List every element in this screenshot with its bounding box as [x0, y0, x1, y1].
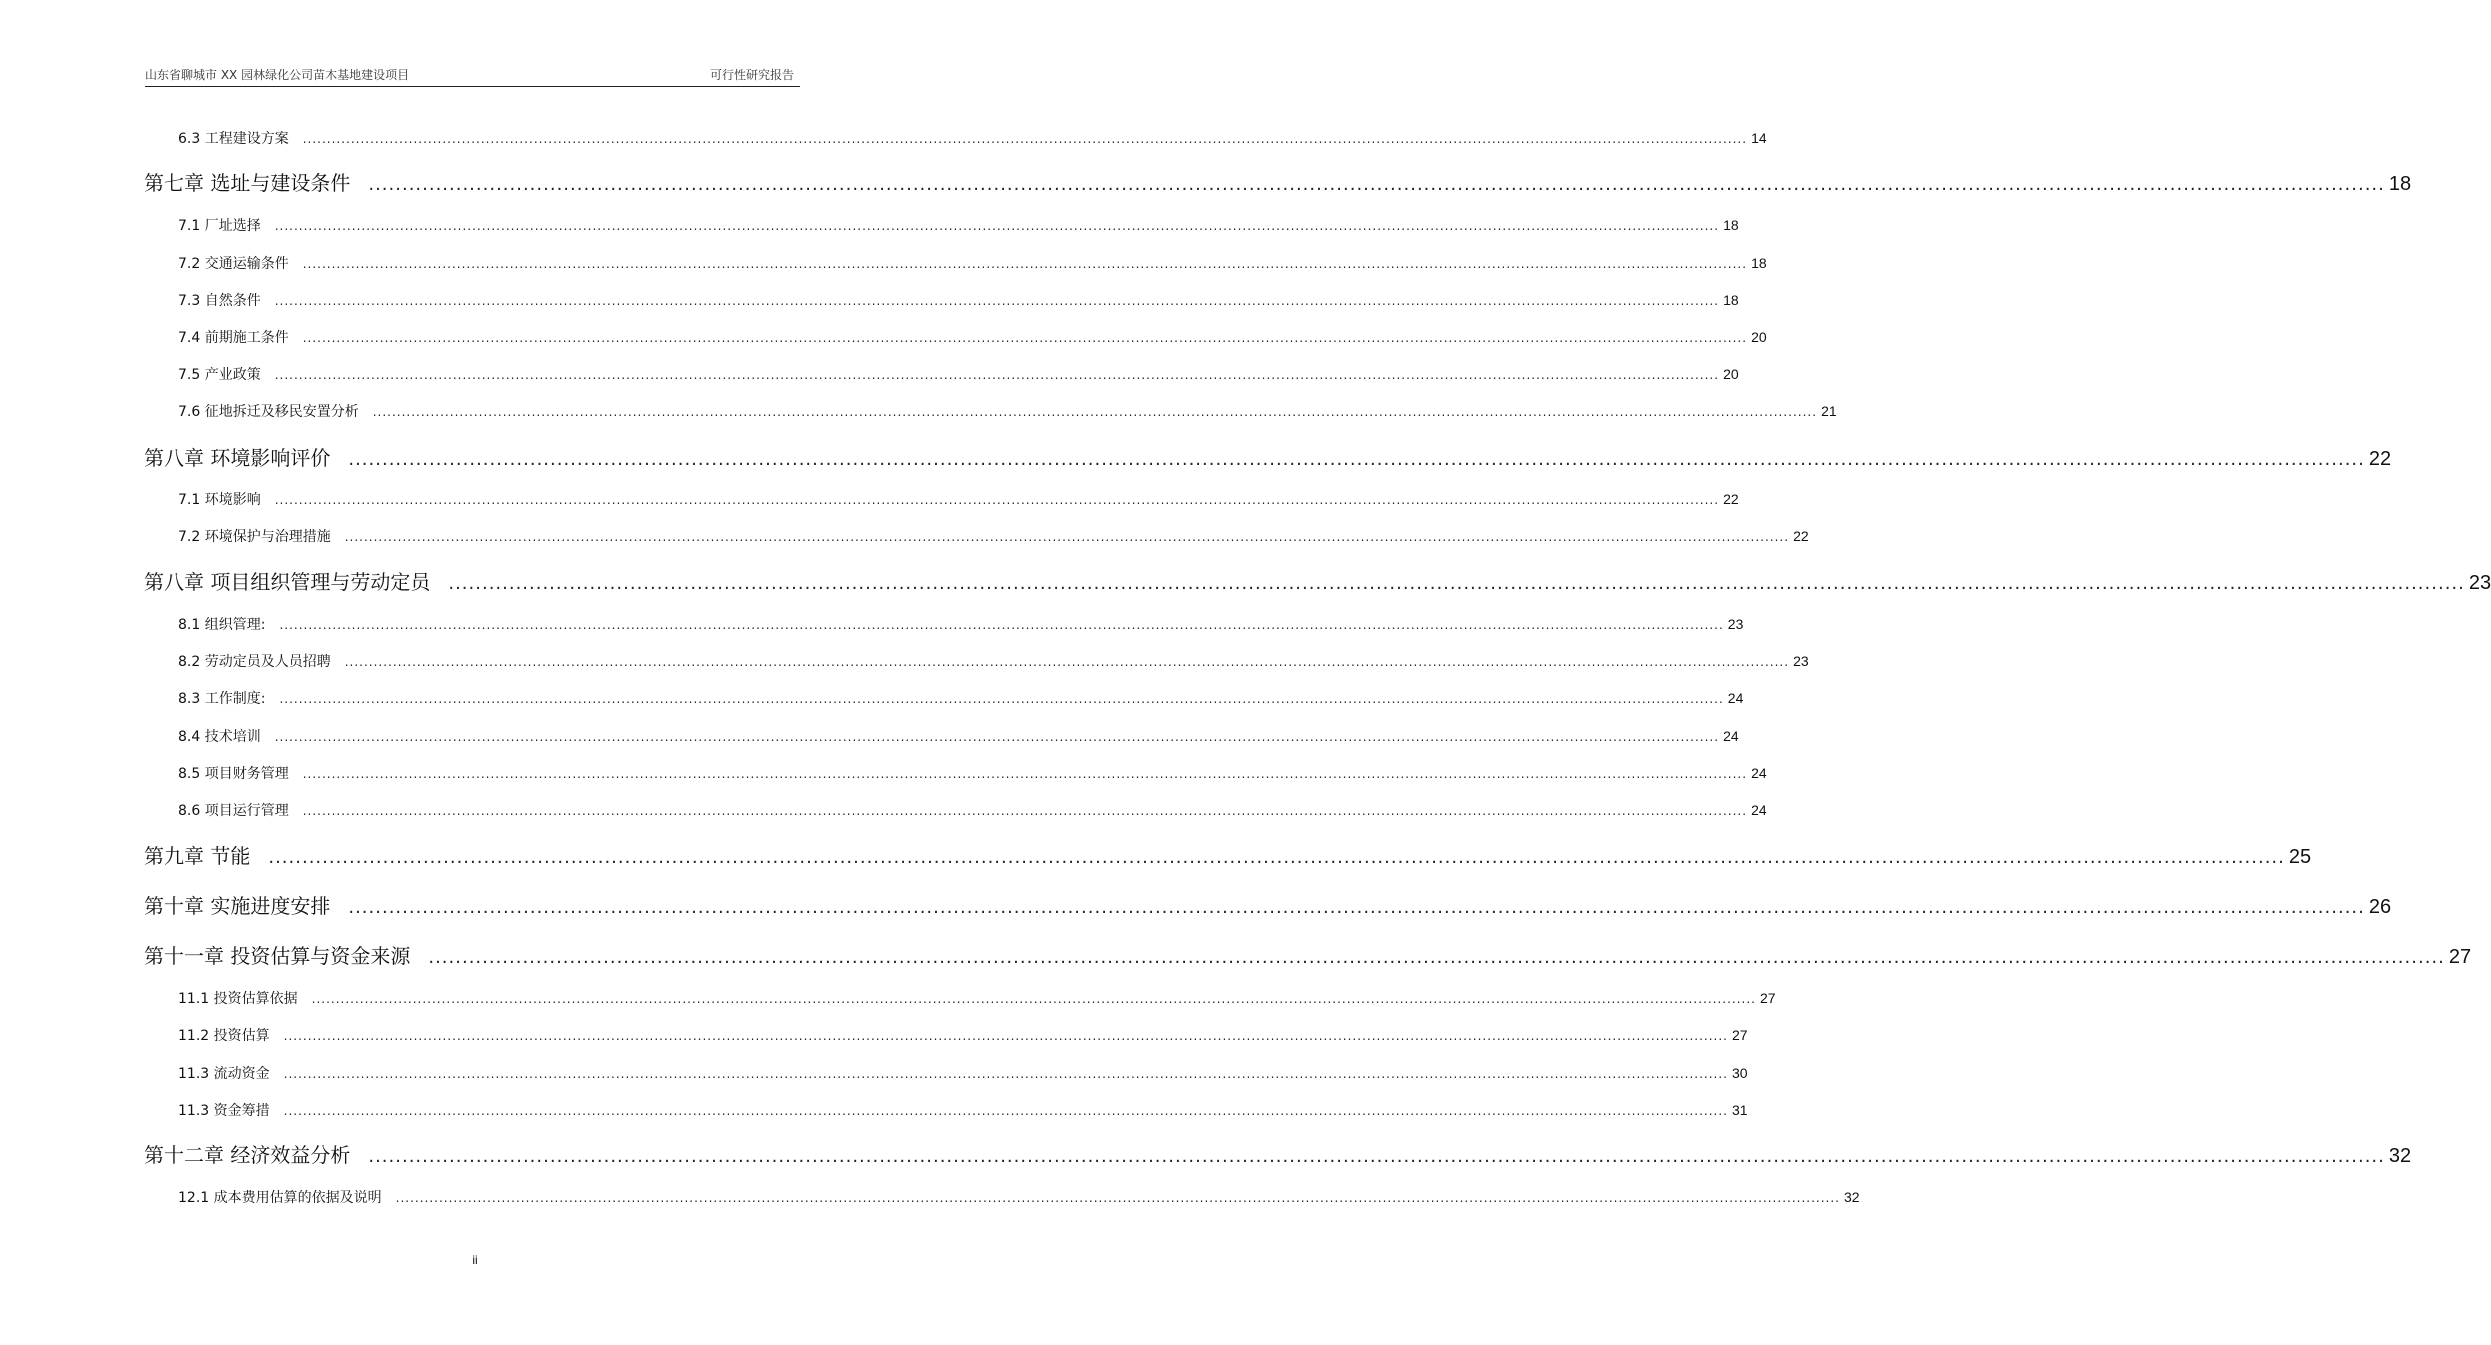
- toc-dot-leader: ............................................................................................................................................................................................................................................................................................................: [283, 1104, 1728, 1118]
- toc-section-entry[interactable]: [178, 800, 1767, 820]
- toc-dot-leader: ............................................................................................................................................................................................................................................................................................................: [302, 767, 1748, 781]
- toc-entry-title: 8.4 技术培训: [178, 729, 261, 745]
- toc-section-entry[interactable]: [178, 401, 1837, 421]
- toc-chapter-entry[interactable]: [144, 840, 2312, 869]
- toc-section-entry[interactable]: [178, 128, 1767, 148]
- toc-entry-page: 23: [1793, 653, 1809, 669]
- toc-entry-page: 27: [1759, 990, 1776, 1006]
- toc-entry-page: 31: [1731, 1102, 1748, 1118]
- toc-entry-title: 7.1 厂址选择: [178, 218, 261, 234]
- toc-entry-page: 24: [1751, 802, 1767, 818]
- toc-section-entry[interactable]: [178, 1100, 1748, 1120]
- toc-entry-page: 24: [1751, 765, 1767, 781]
- toc-chapter-entry[interactable]: [144, 890, 2392, 919]
- toc-dot-leader: ............................................................................................................................................................................................................................................................................................................: [344, 655, 1790, 669]
- toc-chapter-entry[interactable]: [144, 566, 2491, 595]
- toc-section-entry[interactable]: [178, 1187, 1860, 1207]
- toc-entry-title: 8.6 项目运行管理: [178, 803, 289, 819]
- toc-dot-leader: ............................................................................................................................................................................................................................................................................................................: [311, 992, 1756, 1006]
- toc-section-entry[interactable]: [178, 364, 1739, 384]
- toc-entry-title: 8.5 项目财务管理: [178, 766, 289, 782]
- toc-section-entry[interactable]: [178, 290, 1739, 310]
- toc-section-entry[interactable]: [178, 526, 1809, 546]
- toc-dot-leader: ............................................................................................................................................................................................................................................................................................................: [302, 331, 1748, 345]
- toc-chapter-entry[interactable]: [144, 940, 2472, 969]
- page-header: [145, 64, 800, 87]
- toc-dot-leader: ............................................................................................................................................................................................................................................................................................................: [274, 730, 1720, 744]
- toc-entry-title: 7.3 自然条件: [178, 293, 261, 309]
- toc-dot-leader: ............................................................................................................................................................................................................................................................................................................: [348, 449, 2365, 470]
- toc-entry-page: 24: [1723, 728, 1739, 744]
- toc-entry-page: 22: [1793, 528, 1809, 544]
- toc-dot-leader: ............................................................................................................................................................................................................................................................................................................: [448, 573, 2465, 594]
- toc-entry-page: 18: [1723, 217, 1739, 233]
- toc-entry-page: 18: [1751, 255, 1767, 271]
- toc-dot-leader: ............................................................................................................................................................................................................................................................................................................: [283, 1029, 1728, 1043]
- toc-entry-title: 第九章 节能: [144, 844, 251, 868]
- toc-entry-page: 22: [1723, 491, 1739, 507]
- toc-entry-page: 21: [1821, 403, 1837, 419]
- toc-entry-title: 7.6 征地拆迁及移民安置分析: [178, 404, 359, 420]
- toc-dot-leader: ............................................................................................................................................................................................................................................................................................................: [395, 1191, 1840, 1205]
- toc-dot-leader: ............................................................................................................................................................................................................................................................................................................: [302, 804, 1748, 818]
- toc-entry-title: 第十二章 经济效益分析: [144, 1143, 351, 1167]
- toc-entry-title: 12.1 成本费用估算的依据及说明: [178, 1190, 382, 1206]
- toc-entry-title: 8.3 工作制度:: [178, 691, 266, 707]
- toc-dot-leader: ............................................................................................................................................................................................................................................................................................................: [268, 847, 2285, 868]
- toc-section-entry[interactable]: [178, 726, 1739, 746]
- toc-entry-title: 7.2 环境保护与治理措施: [178, 529, 331, 545]
- toc-entry-page: 18: [1723, 292, 1739, 308]
- toc-entry-page: 18: [2388, 173, 2412, 195]
- toc-entry-title: 8.1 组织管理:: [178, 617, 266, 633]
- toc-dot-leader: ............................................................................................................................................................................................................................................................................................................: [344, 530, 1790, 544]
- toc-dot-leader: ............................................................................................................................................................................................................................................................................................................: [274, 368, 1720, 382]
- toc-section-entry[interactable]: [178, 614, 1744, 634]
- header-project-title: 山东省聊城市 XX 园林绿化公司苗木基地建设项目: [145, 68, 410, 82]
- toc-section-entry[interactable]: [178, 215, 1739, 235]
- toc-section-entry[interactable]: [178, 763, 1767, 783]
- toc-section-entry[interactable]: [178, 1025, 1748, 1045]
- page-number: ii: [472, 1253, 478, 1267]
- toc-dot-leader: ............................................................................................................................................................................................................................................................................................................: [274, 493, 1720, 507]
- toc-entry-title: 11.2 投资估算: [178, 1028, 270, 1044]
- toc-dot-leader: ............................................................................................................................................................................................................................................................................................................: [279, 618, 1724, 632]
- toc-entry-page: 22: [2368, 448, 2392, 470]
- toc-entry-page: 25: [2288, 846, 2312, 868]
- toc-chapter-entry[interactable]: [144, 1139, 2412, 1168]
- toc-entry-title: 11.1 投资估算依据: [178, 991, 298, 1007]
- toc-section-entry[interactable]: [178, 489, 1739, 509]
- toc-entry-title: 第十一章 投资估算与资金来源: [144, 944, 411, 968]
- toc-entry-title: 7.1 环境影响: [178, 492, 261, 508]
- toc-entry-title: 第八章 项目组织管理与劳动定员: [144, 570, 431, 594]
- toc-dot-leader: ............................................................................................................................................................................................................................................................................................................: [302, 132, 1748, 146]
- toc-entry-title: 第八章 环境影响评价: [144, 446, 331, 470]
- toc-entry-page: 32: [1843, 1189, 1860, 1205]
- toc-dot-leader: ............................................................................................................................................................................................................................................................................................................: [274, 294, 1720, 308]
- toc-entry-page: 20: [1751, 329, 1767, 345]
- toc-dot-leader: ............................................................................................................................................................................................................................................................................................................: [274, 219, 1720, 233]
- toc-dot-leader: ............................................................................................................................................................................................................................................................................................................: [302, 257, 1748, 271]
- toc-section-entry[interactable]: [178, 253, 1767, 273]
- toc-entry-title: 6.3 工程建设方案: [178, 131, 289, 147]
- toc-section-entry[interactable]: [178, 988, 1776, 1008]
- toc-section-entry[interactable]: [178, 327, 1767, 347]
- toc-entry-page: 30: [1731, 1065, 1748, 1081]
- toc-dot-leader: ............................................................................................................................................................................................................................................................................................................: [283, 1067, 1728, 1081]
- toc-entry-page: 24: [1727, 690, 1744, 706]
- toc-entry-page: 20: [1723, 366, 1739, 382]
- toc-entry-page: 32: [2388, 1145, 2412, 1167]
- toc-entry-page: 14: [1751, 130, 1767, 146]
- toc-dot-leader: ............................................................................................................................................................................................................................................................................................................: [372, 405, 1818, 419]
- toc-section-entry[interactable]: [178, 1063, 1748, 1083]
- toc-section-entry[interactable]: [178, 651, 1809, 671]
- toc-dot-leader: ............................................................................................................................................................................................................................................................................................................: [348, 897, 2365, 918]
- toc-entry-title: 8.2 劳动定员及人员招聘: [178, 654, 331, 670]
- toc-dot-leader: ............................................................................................................................................................................................................................................................................................................: [368, 174, 2385, 195]
- toc-entry-page: 23: [1727, 616, 1744, 632]
- toc-entry-page: 27: [1731, 1027, 1748, 1043]
- toc-entry-page: 23: [2468, 572, 2491, 594]
- toc-chapter-entry[interactable]: [144, 167, 2412, 196]
- toc-entry-title: 11.3 资金筹措: [178, 1103, 270, 1119]
- toc-dot-leader: ............................................................................................................................................................................................................................................................................................................: [368, 1146, 2385, 1167]
- toc-dot-leader: ............................................................................................................................................................................................................................................................................................................: [428, 947, 2445, 968]
- toc-entry-page: 26: [2368, 896, 2392, 918]
- toc-entry-page: 27: [2448, 946, 2472, 968]
- toc-entry-title: 7.2 交通运输条件: [178, 256, 289, 272]
- toc-dot-leader: ............................................................................................................................................................................................................................................................................................................: [279, 692, 1724, 706]
- toc-chapter-entry[interactable]: [144, 442, 2392, 471]
- toc-entry-title: 7.4 前期施工条件: [178, 330, 289, 346]
- header-report-type: 可行性研究报告: [709, 68, 794, 82]
- toc-entry-title: 第七章 选址与建设条件: [144, 171, 351, 195]
- toc-entry-title: 7.5 产业政策: [178, 367, 261, 383]
- toc-entry-title: 第十章 实施进度安排: [144, 894, 331, 918]
- toc-section-entry[interactable]: [178, 688, 1744, 708]
- toc-entry-title: 11.3 流动资金: [178, 1066, 270, 1082]
